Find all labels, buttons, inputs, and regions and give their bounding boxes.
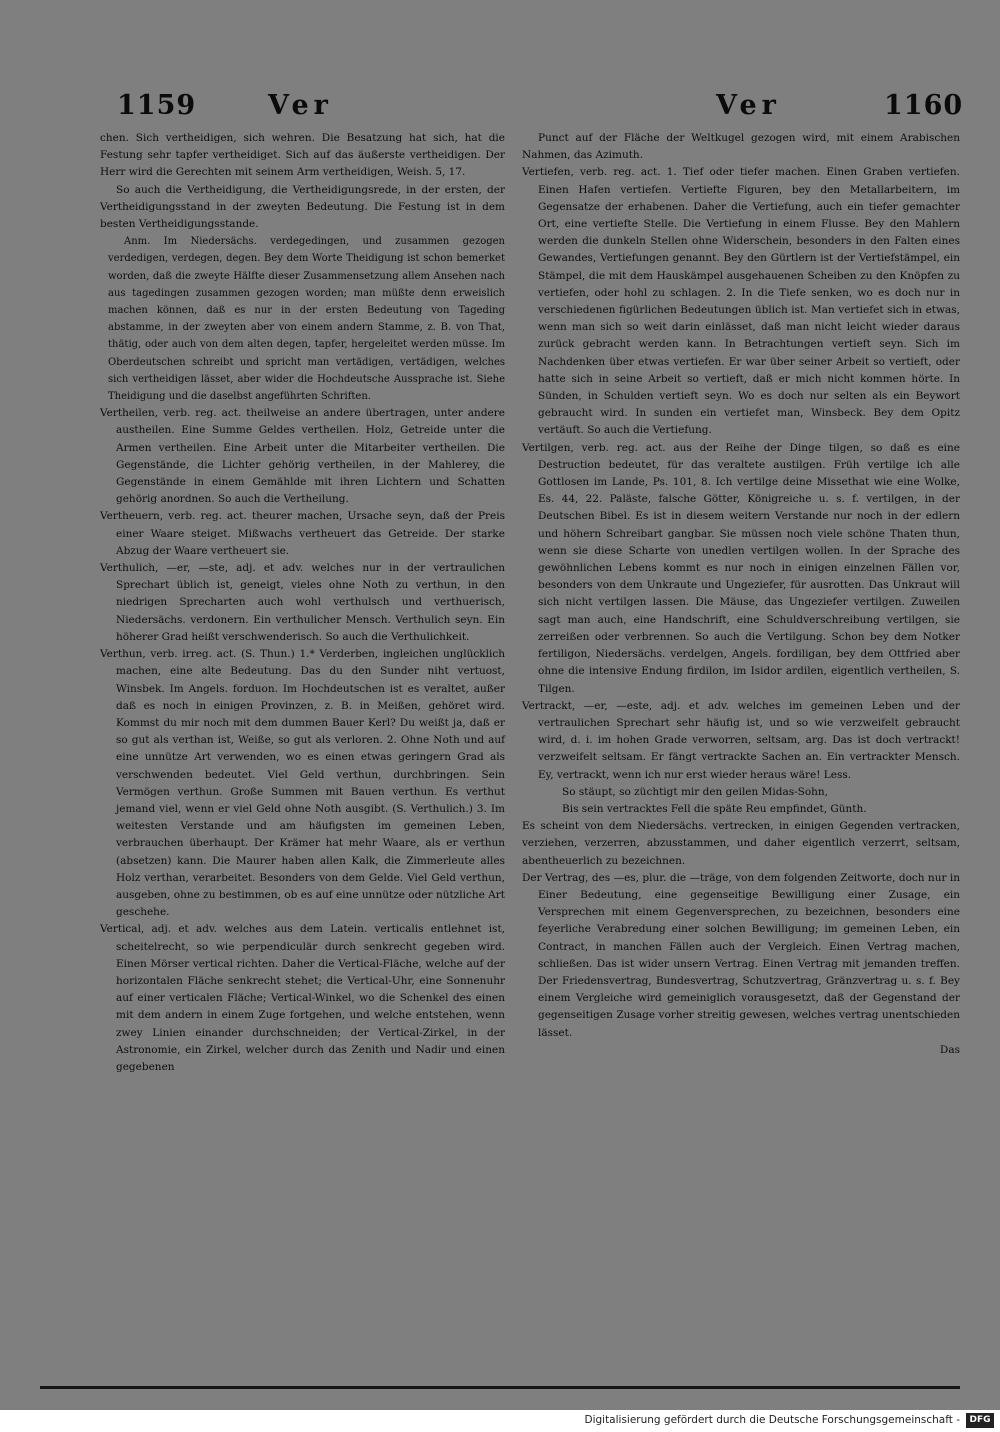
entry-vertheilen: Vertheilen, verb. reg. act. theilweise an andere übertragen, unter andere austheilen. Eine Summe Geldes vertheilen. Holz, Getreide unter die Armen vertheilen. Eine Arbeit unter die Mitarbeiter vertheilen. Die Gegenstände, die Lichter gehörig vertheilen, in der Mahlerey, die Gegenstände in einem Gemählde mit ihren Lichtern und Schatten gehörig anordnen. So auch die Vertheilung. [100,407,505,506]
entry-verthun: Verthun, verb. irreg. act. (S. Thun.) 1.* Verderben, ingleichen unglücklich machen, eine alte Bedeutung. Das du den Sunder niht vertuost, Winsbek. Im Angels. forduon. Im Hochdeutschen ist es veraltet, außer daß es noch in einigen Provinzen, z. B. in Meißen, gehöret wird. Kommst du mir noch mit dem dummen Bauer Kerl? Du weißt ja, daß er so gut als verthan ist, Weiße, so gut als verloren. 2. Ohne Noth und auf eine unnütze Art verwenden, wo es einen etwas geringern Grad als verschwenden bedeutet. Viel Geld verthun, durchbringen. Sein Vermögen verthun. Große Summen mit Bauen verthun. Es verthut jemand viel, wenn er viel Geld ohne Noth ausgibt. (S. Verthulich.) 3. Im weitesten Verstande und am häufigsten im gemeinen Leben, verbrauchen überhaupt. Der Krämer hat mehr Waare, als er verthun (absetzen) kann. Die Maurer haben allen Kalk, die Zimmerleute alles Holz verthan, verarbeitet. Besonders von dem Gelde. Viel Geld verthun, ausgeben, ohne zu bestimmen, ob es auf eine unnütze oder nützliche Art geschehe. [100,648,505,919]
paragraph-vertical-continued: Punct auf der Fläche der Weltkugel gezogen wird, mit einem Arabischen Nahmen, das Azimuth. [522,132,960,162]
catchword: Das [939,1043,960,1056]
left-text-column [100,130,505,1076]
entry-vertiefen: Vertiefen, verb. reg. act. 1. Tief oder tiefer machen. Einen Graben vertiefen. Einen Hafen vertiefen. Vertiefte Figuren, bey den Metallarbeitern, im Gegensatze der erhabenen. Daher die Vertiefung, auch ein tiefer gemachter Ort, eine vertiefte Stelle. Die Vertiefung in einem Flusse. Bey den Mahlern werden die dunkeln Stellen ohne Widerschein, besonders in den Falten eines Gewandes, Vertiefungen genannt. Bey den Gürtlern ist der Vertiefstämpel, ein Stämpel, die mit dem Hauskämpel ausgehauenen Scheiben zu den Knöpfen zu vertiefen, oder hohl zu schlagen. 2. In die Tiefe senken, wo es doch nur in verschiedenen figürlichen Bedeutungen üblich ist. Man vertiefet sich in etwas, wenn man sich so weit darin einlässet, daß man nicht leicht wieder daraus zurück gebracht werden kann. In Betrachtungen vertieft seyn. Sich im Nachdenken über etwas vertiefen. Er war über seiner Arbeit so vertieft, oder hatte sich in seine Arbeit so vertieft, daß er mich nicht kommen hörte. In Sünden, in Schulden vertieft seyn. Wo es doch nur selten als ein Beywort gebraucht wird. In sunden ein vertiefet man, Winsbeck. Bey dem Opitz vertäuft. So auch die Vertiefung. [522,166,960,437]
verse-line-1: So stäupt, so züchtigt mir den geilen Midas-Sohn, [562,785,829,798]
dfg-logo: DFG [966,1413,994,1428]
running-head-left: Ver [268,90,333,121]
page-number-left: 1159 [117,90,197,121]
verse-line-2: Bis sein vertracktes Fell die späte Reu empfindet, Günth. [562,802,867,815]
page-number-right: 1160 [884,90,964,121]
entry-vertrackt: Vertrackt, —er, —este, adj. et adv. welches im gemeinen Leben und der vertraulichen Sprechart sehr häufig ist, und so wie verzweifelt gebraucht wird, d. i. im hohen Grade verworren, seltsam, arg. Das ist doch vertrackt! verzweifelt seltsam. Er fängt vertrackte Sachen an. Ein vertrackter Mensch. Ey, vertrackt, wenn ich nur erst wieder heraus wäre! Less. [522,699,960,781]
footer-bar [0,1410,1000,1432]
footer-credit: Digitalisierung gefördert durch die Deutsche Forschungsgemeinschaft - [584,1414,960,1426]
annotation-note: Anm. Im Niedersächs. verdegedingen, und zusammen gezogen verdedigen, verdegen, degen. Bey dem Worte Theidigung ist schon bemerket worden, daß die zweyte Hälfte dieser Zusammensetzung allem Ansehen nach aus tagedingen zusammen gezogen worden; man müßte denn erweislich machen können, daß es nur in der ersten Bedeutung von Tageding abstamme, in der zweyten aber von einem andern Stamme, z. B. von That, thätig, oder auch von dem alten degen, tapfer, hergeleitet werden müsse. Im Oberdeutschen schreibt und spricht man vertädigen, vertädigen, welches sich vertheidigen lässet, aber wider die Hochdeutsche Aussprache ist. Siehe Theidigung und die daselbst angeführten Schriften. [108,236,505,403]
entry-verthulich: Verthulich, —er, —ste, adj. et adv. welches nur in der vertraulichen Sprechart üblich ist, geneigt, vieles ohne Noth zu verthun, in den niedrigen Sprecharten auch wohl verthulsch und verthuerisch, Niedersächs. verdonern. Ein verthulicher Mensch. Verthulich seyn. Ein höherer Grad heißt verschwenderisch. So auch die Verthulichkeit. [100,562,505,643]
bottom-rule [40,1386,960,1389]
entry-vertilgen: Vertilgen, verb. reg. act. aus der Reihe der Dinge tilgen, so daß es eine Destruction bedeutet, für das veraltete austilgen. Früh vertilge ich alle Gottlosen im Lande, Ps. 101, 8. Ich vertilge deine Missethat wie eine Wolke, Es. 44, 22. Paläste, falsche Götter, Königreiche u. s. f. vertilgen, in der Deutschen Bibel. Es ist in diesem weitern Verstande nur noch in der edlern und höhern Schreibart gangbar. Sie müssen noch viele schöne Thaten thun, wenn sie diese Scharte von unedlen vertilgen wollen. In der Sprache des gewöhnlichen Lebens kommt es nur noch in einigen einzelnen Fällen vor, besonders von dem Unkraute und Ungeziefer, für ausrotten. Das Unkraut will sich nicht vertilgen lassen. Die Mäuse, das Ungeziefer vertilgen. Zuweilen sagt man auch, eine Handschrift, eine Schuldverschreibung vertilgen, sie zerreißen oder verbrennen. So auch die Vertilgung. Schon bey dem Notker fertiligon, Niedersächs. verdelgen, Angels. fordiligan, bey dem Ottfried aber ohne die intensive Endung firdilon, im Isidor ardilen, eigentlich vertheilen, S. Tilgen. [522,441,960,695]
running-head-right: Ver [716,90,781,121]
right-text-column [522,130,960,1059]
paragraph-vertheidigung: So auch die Vertheidigung, die Vertheidigungsrede, in der ersten, der Vertheidigungsstand in der zweyten Bedeutung. Die Festung ist in dem besten Vertheidigungsstande. [100,183,505,231]
entry-vertheuern: Vertheuern, verb. reg. act. theurer machen, Ursache seyn, daß der Preis einer Waare steiget. Mißwachs vertheuert das Getreide. Der starke Abzug der Waare vertheuert sie. [100,510,505,557]
paragraph-vertrackt-etymology: Es scheint von dem Niedersächs. vertrecken, in einigen Gegenden vertracken, verziehen, verzerren, abzusstammen, und daher eigentlich verzerrt, seltsam, abentheuerlich zu bezeichnen. [522,820,960,867]
entry-vertical: Vertical, adj. et adv. welches aus dem Latein. verticalis entlehnet ist, scheitelrecht, so wie perpendiculär durch senkrecht gegeben wird. Einen Mörser vertical richten. Daher die Vertical-Fläche, welche auf der horizontalen Fläche senkrecht stehet; die Vertical-Uhr, eine Sonnenuhr auf einer verticalen Fläche; Vertical-Winkel, wo die Schenkel des einen mit dem andern in einem Zuge fortgehen, und welche entstehen, wenn zwey Linien einander durchschneiden; der Vertical-Zirkel, in der Astronomie, ein Zirkel, welcher durch das Zenith und Nadir und einen gegebenen [100,923,505,1073]
entry-vertrag: Der Vertrag, des —es, plur. die —träge, von dem folgenden Zeitworte, doch nur in Einer Bedeutung, eine gegenseitige Bewilligung einer Zusage, ein Versprechen mit einem Gegenversprechen, zu bezeichnen, besonders eine feyerliche Verabredung einer solchen Bewilligung; im gemeinen Leben, ein Contract, in manchen Fällen auch der Vergleich. Einen Vertrag machen, schließen. Das ist wider unsern Vertrag. Einen Vertrag mit jemanden treffen. Der Friedensvertrag, Bundesvertrag, Schutzvertrag, Gränzvertrag u. s. f. Bey einem Vergleiche wird gemeiniglich vorausgesetzt, daß der Gegenstand der gegenseitigen Zusage vorher streitig gewesen, welches vertrag unentschieden lässet. [522,871,960,1039]
paragraph-vertheidigen-continued: chen. Sich vertheidigen, sich wehren. Die Besatzung hat sich, hat die Festung sehr tapfer vertheidiget. Sich auf das äußerste vertheidigen. Der Herr wird die Gerechten mit seinem Arm vertheidigen, Weish. 5, 17. [100,132,505,179]
